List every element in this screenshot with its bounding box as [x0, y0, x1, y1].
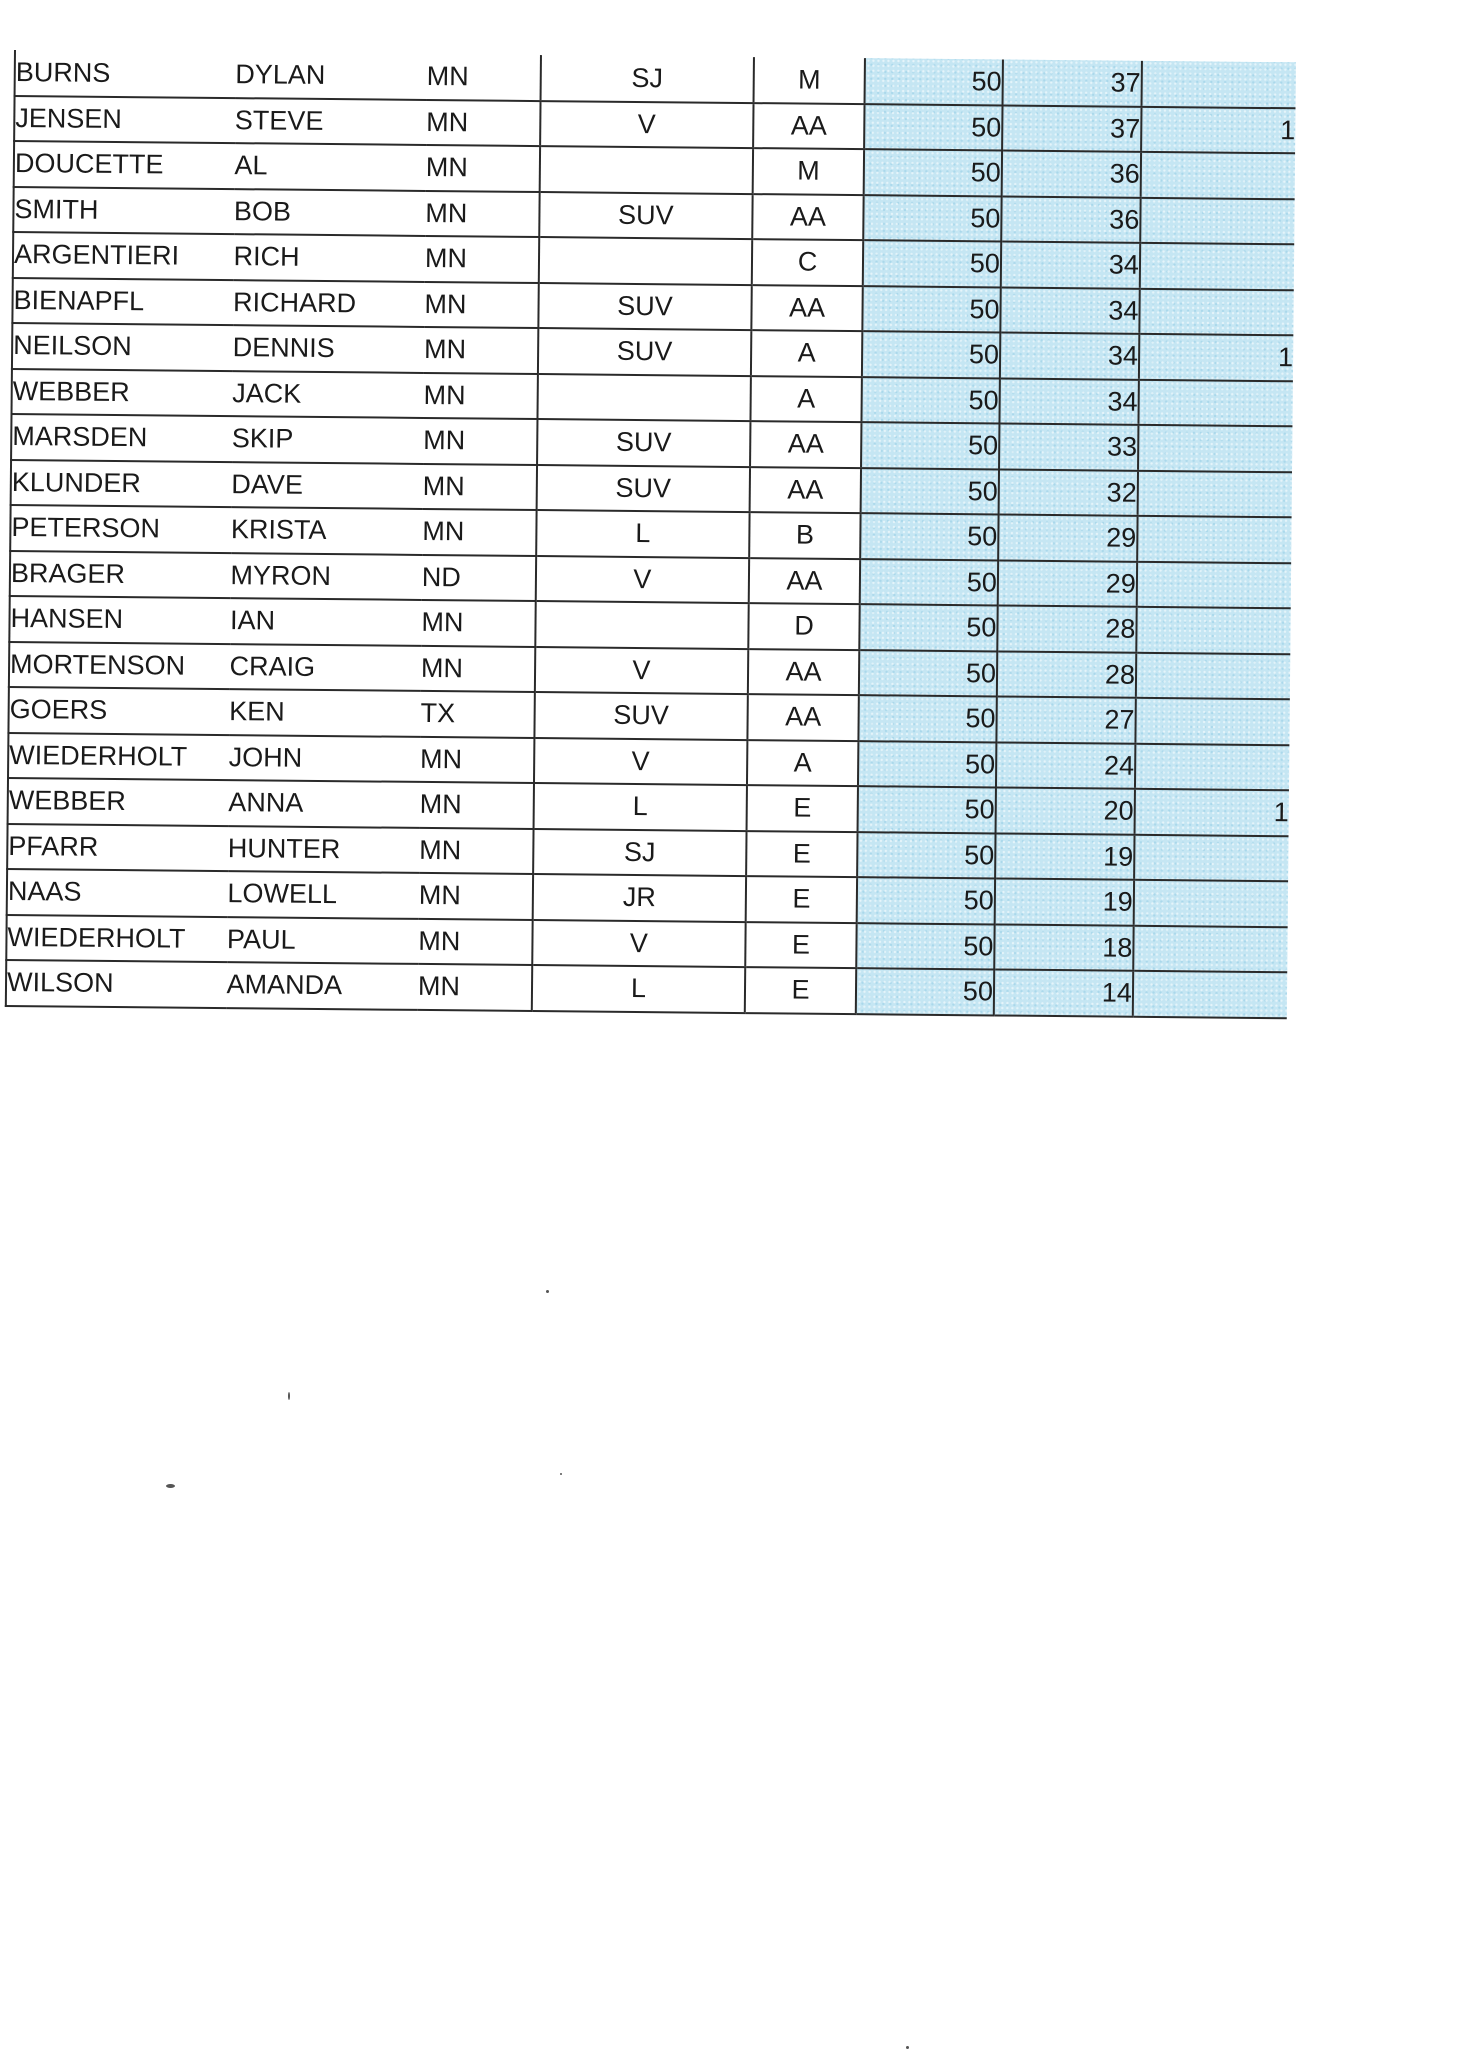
state-cell: MN [419, 873, 533, 920]
total-cell: 50 [858, 695, 996, 742]
last-name-cell: BURNS [15, 50, 236, 98]
state-cell: MN [420, 736, 534, 783]
score-cell: 28 [997, 651, 1136, 698]
total-cell: 50 [860, 513, 998, 560]
extra-cell [1137, 470, 1292, 517]
grade-cell: M [753, 148, 864, 195]
last-name-cell: WEBBER [12, 368, 233, 416]
first-name-cell: STEVE [235, 98, 427, 145]
last-name-cell: HANSEN [9, 596, 230, 644]
class-cell: L [536, 510, 750, 558]
state-cell: MN [421, 600, 535, 647]
grade-cell: AA [749, 558, 860, 605]
state-cell: MN [418, 918, 532, 965]
extra-cell: 1 [1139, 334, 1294, 381]
class-cell [538, 237, 752, 285]
last-name-cell: DOUCETTE [14, 141, 235, 189]
first-name-cell: DENNIS [232, 325, 424, 372]
extra-cell: 1 [1134, 789, 1289, 836]
last-name-cell: GOERS [8, 687, 229, 735]
grade-cell: E [747, 785, 858, 832]
class-cell: L [533, 783, 747, 831]
score-cell: 18 [994, 924, 1133, 971]
total-cell: 50 [862, 331, 1000, 378]
last-name-cell: WEBBER [8, 778, 229, 826]
last-name-cell: MARSDEN [11, 414, 232, 462]
state-cell: MN [422, 509, 536, 556]
last-name-cell: JENSEN [14, 96, 235, 144]
last-name-cell: PFARR [7, 823, 228, 871]
first-name-cell: KRISTA [231, 507, 423, 554]
state-cell: MN [419, 827, 533, 874]
extra-cell [1133, 925, 1288, 972]
grade-cell: AA [748, 694, 859, 741]
state-cell: MN [418, 964, 532, 1011]
first-name-cell: MYRON [230, 553, 422, 600]
score-cell: 19 [995, 833, 1134, 880]
first-name-cell: LOWELL [227, 871, 419, 918]
score-cell: 34 [999, 378, 1138, 425]
score-cell: 36 [1002, 150, 1141, 197]
grade-cell: AA [750, 421, 861, 468]
score-cell: 37 [1002, 105, 1141, 152]
first-name-cell: DAVE [231, 462, 423, 509]
extra-cell [1134, 880, 1289, 927]
first-name-cell: KEN [229, 689, 421, 736]
grade-cell: AA [750, 467, 861, 514]
scan-speck [906, 2046, 909, 2049]
extra-cell [1135, 743, 1290, 790]
class-cell: SJ [533, 829, 747, 877]
first-name-cell: JACK [232, 371, 424, 418]
last-name-cell: ARGENTIERI [13, 232, 234, 280]
class-cell: JR [532, 874, 746, 922]
grade-cell: E [745, 967, 856, 1014]
state-cell: MN [426, 145, 540, 192]
class-cell [535, 601, 749, 649]
state-cell: MN [423, 372, 537, 419]
extra-cell [1140, 197, 1295, 244]
total-cell: 50 [861, 377, 999, 424]
scan-speck [546, 1290, 549, 1293]
score-cell: 34 [1001, 241, 1140, 288]
extra-cell [1139, 288, 1294, 335]
state-cell: MN [425, 190, 539, 237]
total-cell: 50 [861, 468, 999, 515]
total-cell: 50 [863, 195, 1001, 242]
grade-cell: AA [752, 194, 863, 241]
state-cell: MN [419, 782, 533, 829]
last-name-cell: BRAGER [10, 550, 231, 598]
extra-cell [1136, 607, 1291, 654]
class-cell: V [532, 920, 746, 968]
total-cell: 50 [857, 832, 995, 879]
first-name-cell: JOHN [229, 735, 421, 782]
score-cell: 29 [998, 560, 1137, 607]
grade-cell: E [746, 831, 857, 878]
score-cell: 37 [1002, 59, 1141, 106]
first-name-cell: RICHARD [233, 280, 425, 327]
class-cell [539, 146, 753, 194]
results-table [5, 50, 1296, 1019]
score-cell: 36 [1001, 196, 1140, 243]
first-name-cell: HUNTER [228, 826, 420, 873]
first-name-cell: DYLAN [235, 52, 427, 99]
state-cell: MN [425, 236, 539, 283]
grade-cell: C [752, 239, 863, 286]
class-cell: SUV [539, 192, 753, 240]
score-cell: 29 [998, 514, 1137, 561]
first-name-cell: BOB [234, 189, 426, 236]
state-cell: MN [426, 99, 540, 146]
grade-cell: D [748, 603, 859, 650]
state-cell: MN [423, 463, 537, 510]
class-cell: V [535, 556, 749, 604]
grade-cell: AA [753, 103, 864, 150]
score-cell: 20 [995, 787, 1134, 834]
class-cell: V [540, 101, 754, 149]
extra-cell [1140, 243, 1295, 290]
class-cell: SUV [534, 692, 748, 740]
total-cell: 50 [862, 286, 1000, 333]
last-name-cell: BIENAPFL [12, 277, 233, 325]
state-cell: ND [422, 554, 536, 601]
total-cell: 50 [859, 650, 997, 697]
class-cell: V [535, 647, 749, 695]
state-cell: MN [421, 645, 535, 692]
extra-cell [1141, 152, 1296, 199]
first-name-cell: SKIP [232, 416, 424, 463]
last-name-cell: WIEDERHOLT [8, 732, 229, 780]
extra-cell [1133, 971, 1288, 1018]
class-cell: SUV [538, 328, 752, 376]
last-name-cell: WIEDERHOLT [6, 914, 227, 962]
score-cell: 33 [999, 423, 1138, 470]
class-cell: SJ [540, 55, 754, 103]
extra-cell [1134, 834, 1289, 881]
grade-cell: M [754, 57, 865, 104]
state-cell: TX [420, 691, 534, 738]
total-cell: 50 [861, 422, 999, 469]
class-cell: V [534, 738, 748, 786]
grade-cell: E [745, 922, 856, 969]
grade-cell: AA [748, 649, 859, 696]
grade-cell: A [747, 740, 858, 787]
total-cell: 50 [859, 604, 997, 651]
state-cell: MN [424, 281, 538, 328]
class-cell [537, 374, 751, 422]
class-cell: L [531, 965, 745, 1013]
grade-cell: A [751, 330, 862, 377]
total-cell: 50 [856, 968, 994, 1015]
first-name-cell: PAUL [227, 917, 419, 964]
first-name-cell: AMANDA [226, 962, 418, 1009]
class-cell: SUV [536, 465, 750, 513]
score-cell: 14 [994, 969, 1133, 1016]
score-cell: 19 [995, 878, 1134, 925]
last-name-cell: SMITH [13, 187, 234, 235]
first-name-cell: RICH [233, 234, 425, 281]
total-cell: 50 [864, 58, 1002, 105]
grade-cell: AA [752, 285, 863, 332]
total-cell: 50 [864, 104, 1002, 151]
last-name-cell: WILSON [6, 960, 227, 1008]
state-cell: MN [423, 418, 537, 465]
extra-cell: 1 [1141, 106, 1296, 153]
extra-cell [1137, 516, 1292, 563]
scan-speck [560, 1473, 562, 1475]
scan-speck [166, 1484, 175, 1488]
last-name-cell: NAAS [7, 869, 228, 917]
extra-cell [1138, 379, 1293, 426]
first-name-cell: ANNA [228, 780, 420, 827]
last-name-cell: KLUNDER [11, 459, 232, 507]
total-cell: 50 [858, 741, 996, 788]
score-cell: 32 [999, 469, 1138, 516]
grade-cell: A [751, 376, 862, 423]
extra-cell [1141, 61, 1296, 108]
first-name-cell: AL [234, 143, 426, 190]
last-name-cell: PETERSON [10, 505, 231, 553]
extra-cell [1135, 698, 1290, 745]
total-cell: 50 [857, 877, 995, 924]
extra-cell [1138, 425, 1293, 472]
last-name-cell: NEILSON [12, 323, 233, 371]
state-cell: MN [424, 327, 538, 374]
total-cell: 50 [857, 786, 995, 833]
total-cell: 50 [856, 923, 994, 970]
results-table-body [6, 50, 1296, 1018]
class-cell: SUV [538, 283, 752, 331]
scan-speck [288, 1392, 290, 1400]
extra-cell [1137, 561, 1292, 608]
grade-cell: B [749, 512, 860, 559]
score-cell: 24 [996, 742, 1135, 789]
grade-cell: E [746, 876, 857, 923]
state-cell: MN [426, 54, 540, 101]
first-name-cell: CRAIG [229, 644, 421, 691]
class-cell: SUV [537, 419, 751, 467]
score-cell: 27 [996, 696, 1135, 743]
total-cell: 50 [860, 559, 998, 606]
total-cell: 50 [863, 240, 1001, 287]
score-cell: 28 [997, 605, 1136, 652]
extra-cell [1136, 652, 1291, 699]
first-name-cell: IAN [230, 598, 422, 645]
score-cell: 34 [1000, 287, 1139, 334]
score-cell: 34 [1000, 332, 1139, 379]
total-cell: 50 [864, 149, 1002, 196]
last-name-cell: MORTENSON [9, 641, 230, 689]
